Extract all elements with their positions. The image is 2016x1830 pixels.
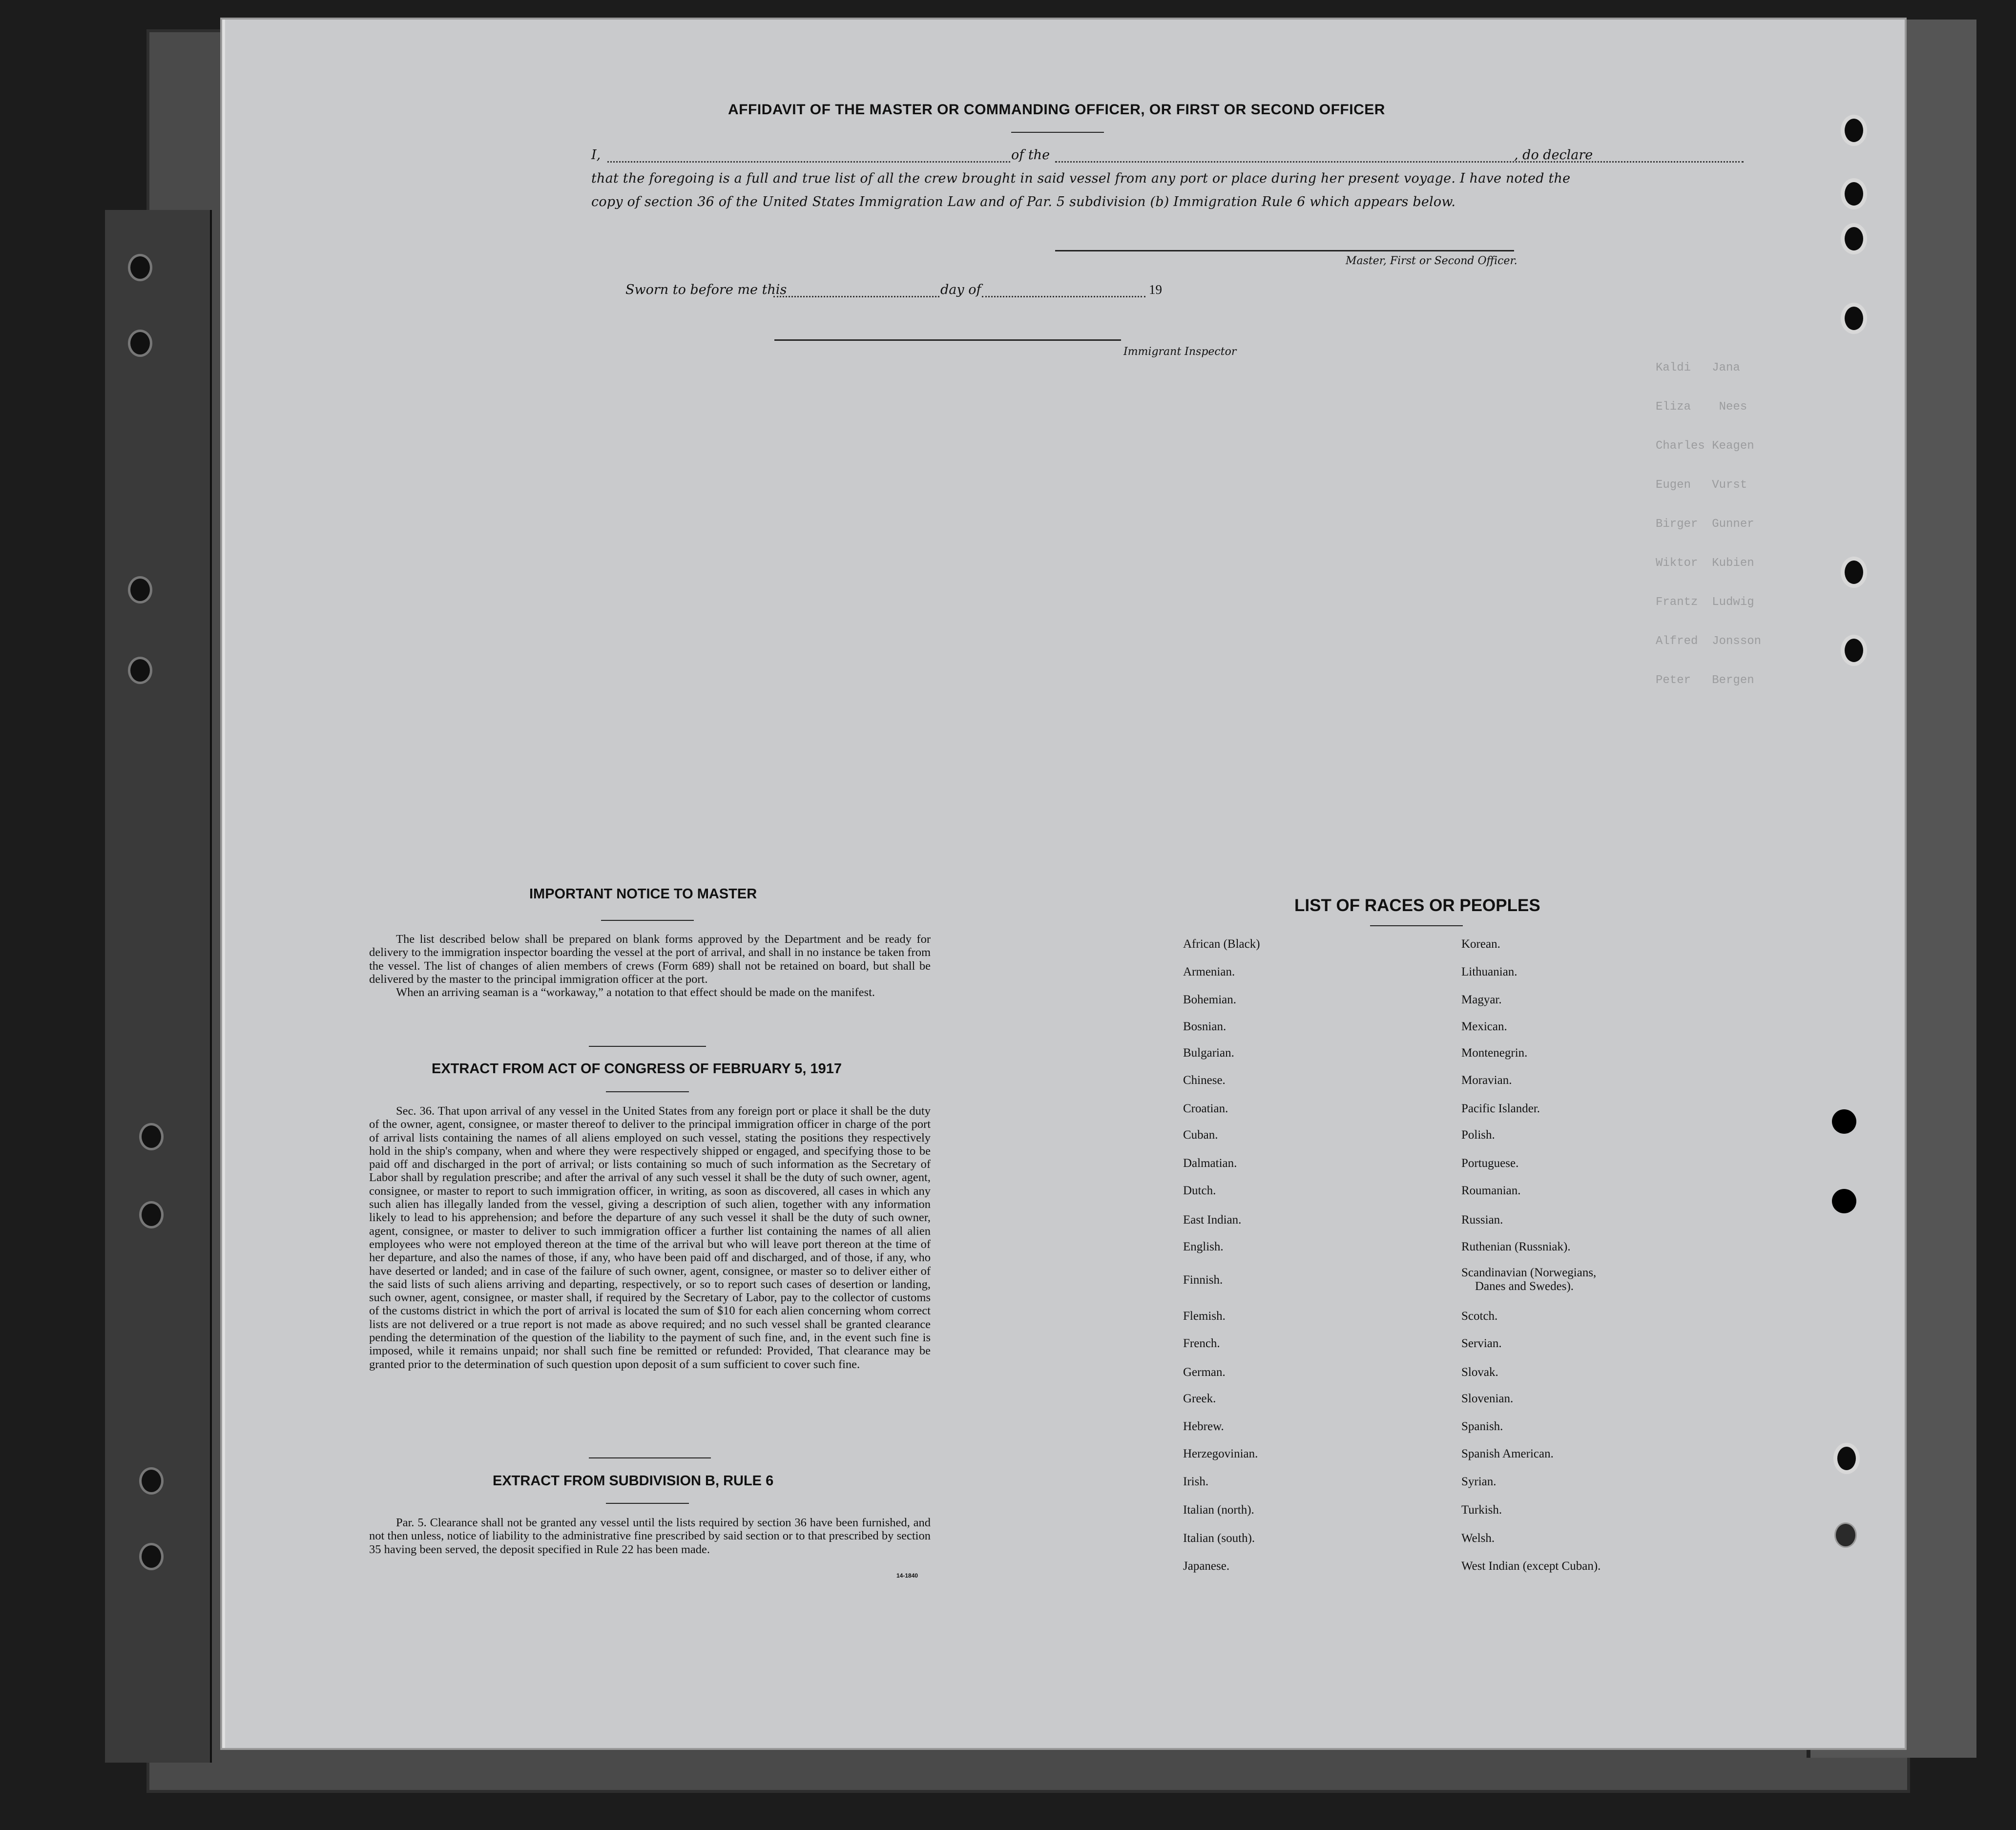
race-item: Italian (south). <box>1183 1532 1255 1545</box>
races-title-underline <box>1370 925 1463 926</box>
race-item: Russian. <box>1461 1213 1503 1227</box>
section-36-text: Sec. 36. That upon arrival of any vessel in the United States from any foreign port or place it shall be the duty of the owner, agent, consignee, or master thereof to deliver to the principal immigration officer in charge of the port of arrival lists containing the names of all aliens employed on such vessel, stating the positions they respectively hold in the ship's company, when and where they were respectively shipped or engaged, and specifying those to be paid off and discharged in the port of arrival; or lists containing so much of such information as the Secretary of Labor shall by regulation prescribe; and after the arrival of any such vessel it shall be the duty of such owner, agent, consignee, or master to report to such immigration officer, in writing, as soon as discovered, all cases in which any such alien has illegally landed from the vessel, giving a description of such alien, together with any information likely to lead to his apprehension; and before the departure of any such vessel it shall be the duty of such owner, agent, consignee, or master to deliver to such immigration officer a further list containing the names of all alien employees who were not employed thereon at the time of the arrival but who will leave port thereon at the time of her departure, and also the names of those, if any, who have been paid off and discharged, and of those, if any, who have deserted or landed; and in case of the failure of such owner, agent, consignee, or master so to deliver either of the said lists of such aliens arriving and departing, respectively, or so to report such cases of desertion or landing, such owner, agent, consignee, or master shall, if required by the Secretary of Labor, pay to the collector of customs of the customs district in which the port of arrival is located the sum of $10 for each alien concerning whom correct lists are not delivered or a true report is not made as above required; and no such vessel shall be granted clearance pending the determination of the question of the liability to the payment of such fine, and, in the event such fine is imposed, while it remains unpaid; nor shall such fine be remitted or refunded: Provided, That clearance may be granted prior to the determination of such question upon deposit of a sum sufficient to cover such fine. <box>369 1104 931 1371</box>
race-item: Magyar. <box>1461 993 1502 1006</box>
notice-paragraph-1: The list described below shall be prepared on blank forms approved by the Department and be ready for delivery to the immigration inspector boarding the vessel at the port of arrival, and shall in no instance be taken from the vessel. The list of changes of alien members of crews (Form 689) shall not be retained on board, but shall be delivered by the master to the principal immigration officer at the port. <box>369 933 931 986</box>
show-through-text: Peter Bergen <box>1656 674 1754 687</box>
race-item: East Indian. <box>1183 1213 1242 1227</box>
affidavit-declarant-label: I, <box>591 147 601 163</box>
race-item: English. <box>1183 1240 1224 1253</box>
race-item: Spanish American. <box>1461 1447 1554 1460</box>
par-5-text: Par. 5. Clearance shall not be granted any vessel until the lists required by section 36 have been furnished, and not then unless, notice of liability to the administrative fine prescribed by said section or to that prescribed by section 35 having been served, the deposit specified in Rule 22 has been made. <box>369 1516 931 1556</box>
binding-hole <box>139 1467 164 1495</box>
race-item: Cuban. <box>1183 1128 1218 1142</box>
day-of-label: day of <box>940 282 981 297</box>
race-item: Chinese. <box>1183 1074 1226 1087</box>
affidavit-line-2: that the foregoing is a full and true list of all the crew brought in said vessel from any port or place during her present voyage. I have noted the <box>591 171 1571 186</box>
show-through-text: Eugen Vurst <box>1656 478 1747 492</box>
race-item: African (Black) <box>1183 937 1260 951</box>
master-signature-line[interactable] <box>1055 250 1514 251</box>
binding-hole <box>128 576 152 603</box>
race-item: Portuguese. <box>1461 1157 1519 1170</box>
binding-hole <box>1841 115 1867 146</box>
race-item: Italian (north). <box>1183 1503 1254 1517</box>
show-through-text: Wiktor Kubien <box>1656 557 1754 570</box>
notice-title: IMPORTANT NOTICE TO MASTER <box>529 886 757 902</box>
race-item: Dalmatian. <box>1183 1157 1237 1170</box>
binding-hole <box>128 330 152 357</box>
section-divider <box>589 1046 706 1047</box>
binding-hole <box>1841 178 1867 209</box>
race-item: Moravian. <box>1461 1074 1512 1087</box>
races-title: LIST OF RACES OR PEOPLES <box>1294 896 1540 915</box>
race-item: Japanese. <box>1183 1560 1230 1573</box>
form-number: 14-1840 <box>896 1572 918 1579</box>
binding-hole <box>1841 557 1867 588</box>
sworn-day-line[interactable] <box>773 296 939 297</box>
race-item: Slovak. <box>1461 1366 1498 1379</box>
binding-hole <box>128 254 152 281</box>
section-divider <box>589 1457 711 1458</box>
race-item: Bosnian. <box>1183 1020 1226 1033</box>
affidavit-vessel-label: of the <box>1011 147 1050 163</box>
binding-strip <box>105 210 212 1763</box>
sworn-label: Sworn to before me this <box>625 282 787 297</box>
binding-hole <box>1841 635 1867 666</box>
binding-hole <box>1834 1522 1857 1548</box>
race-item: Pacific Islander. <box>1461 1102 1540 1115</box>
binding-hole <box>1841 303 1867 334</box>
binding-hole <box>128 657 152 684</box>
race-item: Finnish. <box>1183 1273 1223 1287</box>
race-item: Welsh. <box>1461 1532 1495 1545</box>
act-extract-title: EXTRACT FROM ACT OF CONGRESS OF FEBRUARY 5, 1917 <box>432 1061 842 1077</box>
act-title-underline <box>606 1091 689 1092</box>
races-right-column <box>1461 937 1852 1601</box>
title-underline <box>1011 132 1104 133</box>
race-item: Danes and Swedes). <box>1475 1280 1574 1293</box>
master-signature-caption: Master, First or Second Officer. <box>1346 255 1517 267</box>
race-item: Roumanian. <box>1461 1184 1521 1197</box>
show-through-text: Alfred Jonsson <box>1656 635 1762 648</box>
race-item: Spanish. <box>1461 1420 1503 1433</box>
race-item: Mexican. <box>1461 1020 1507 1033</box>
affidavit-title: AFFIDAVIT OF THE MASTER OR COMMANDING OFFICER, OR FIRST OR SECOND OFFICER <box>728 102 1385 118</box>
race-item: Slovenian. <box>1461 1392 1514 1405</box>
race-item: Hebrew. <box>1183 1420 1224 1433</box>
binding-hole <box>1832 1189 1856 1213</box>
race-item: Flemish. <box>1183 1310 1226 1323</box>
race-item: Scandinavian (Norwegians, <box>1461 1266 1597 1279</box>
race-item: Dutch. <box>1183 1184 1216 1197</box>
binding-hole <box>1841 223 1867 254</box>
affidavit-line-3: copy of section 36 of the United States Immigration Law and of Par. 5 subdivision (b) Immigration Rule 6 which appears below. <box>591 194 1456 209</box>
notice-paragraph-2: When an arriving seaman is a “workaway,” a notation to that effect should be made on the manifest. <box>396 986 875 999</box>
races-left-column <box>1183 937 1476 1601</box>
show-through-text: Eliza Nees <box>1656 400 1747 414</box>
show-through-text: Charles Keagen <box>1656 439 1754 453</box>
inspector-signature-line[interactable] <box>774 339 1121 341</box>
show-through-text: Frantz Ludwig <box>1656 596 1754 609</box>
notice-title-underline <box>601 920 694 921</box>
binding-hole <box>1832 1109 1856 1134</box>
year-label: 19 <box>1149 282 1162 297</box>
race-item: Croatian. <box>1183 1102 1228 1115</box>
binding-hole <box>139 1123 164 1150</box>
race-item: German. <box>1183 1366 1226 1379</box>
rule-extract-title: EXTRACT FROM SUBDIVISION B, RULE 6 <box>493 1473 774 1489</box>
race-item: Servian. <box>1461 1337 1502 1350</box>
race-item: Herzegovinian. <box>1183 1447 1258 1460</box>
binding-hole <box>139 1543 164 1570</box>
race-item: West Indian (except Cuban). <box>1461 1560 1601 1573</box>
race-item: Bohemian. <box>1183 993 1237 1006</box>
race-item: Korean. <box>1461 937 1500 951</box>
race-item: Greek. <box>1183 1392 1216 1405</box>
race-item: Montenegrin. <box>1461 1046 1528 1060</box>
show-through-text: Kaldi Jana <box>1656 361 1740 374</box>
race-item: Scotch. <box>1461 1310 1498 1323</box>
race-item: Polish. <box>1461 1128 1495 1142</box>
race-item: Ruthenian (Russniak). <box>1461 1240 1571 1253</box>
binding-hole <box>1833 1443 1860 1474</box>
race-item: French. <box>1183 1337 1220 1350</box>
race-item: Armenian. <box>1183 965 1235 978</box>
declarant-name-line[interactable] <box>607 161 1010 163</box>
manifest-back-page <box>222 20 1905 1748</box>
race-item: Turkish. <box>1461 1503 1502 1517</box>
binding-hole <box>139 1201 164 1228</box>
show-through-text: Birger Gunner <box>1656 518 1754 531</box>
affidavit-declare-label: , do declare <box>1514 147 1593 163</box>
race-item: Lithuanian. <box>1461 965 1517 978</box>
race-item: Irish. <box>1183 1475 1209 1488</box>
rule-title-underline <box>606 1503 689 1504</box>
race-item: Syrian. <box>1461 1475 1496 1488</box>
sworn-month-line[interactable] <box>982 296 1145 297</box>
inspector-caption: Immigrant Inspector <box>1123 346 1237 358</box>
race-item: Bulgarian. <box>1183 1046 1234 1060</box>
vessel-name-line[interactable] <box>1055 161 1744 163</box>
